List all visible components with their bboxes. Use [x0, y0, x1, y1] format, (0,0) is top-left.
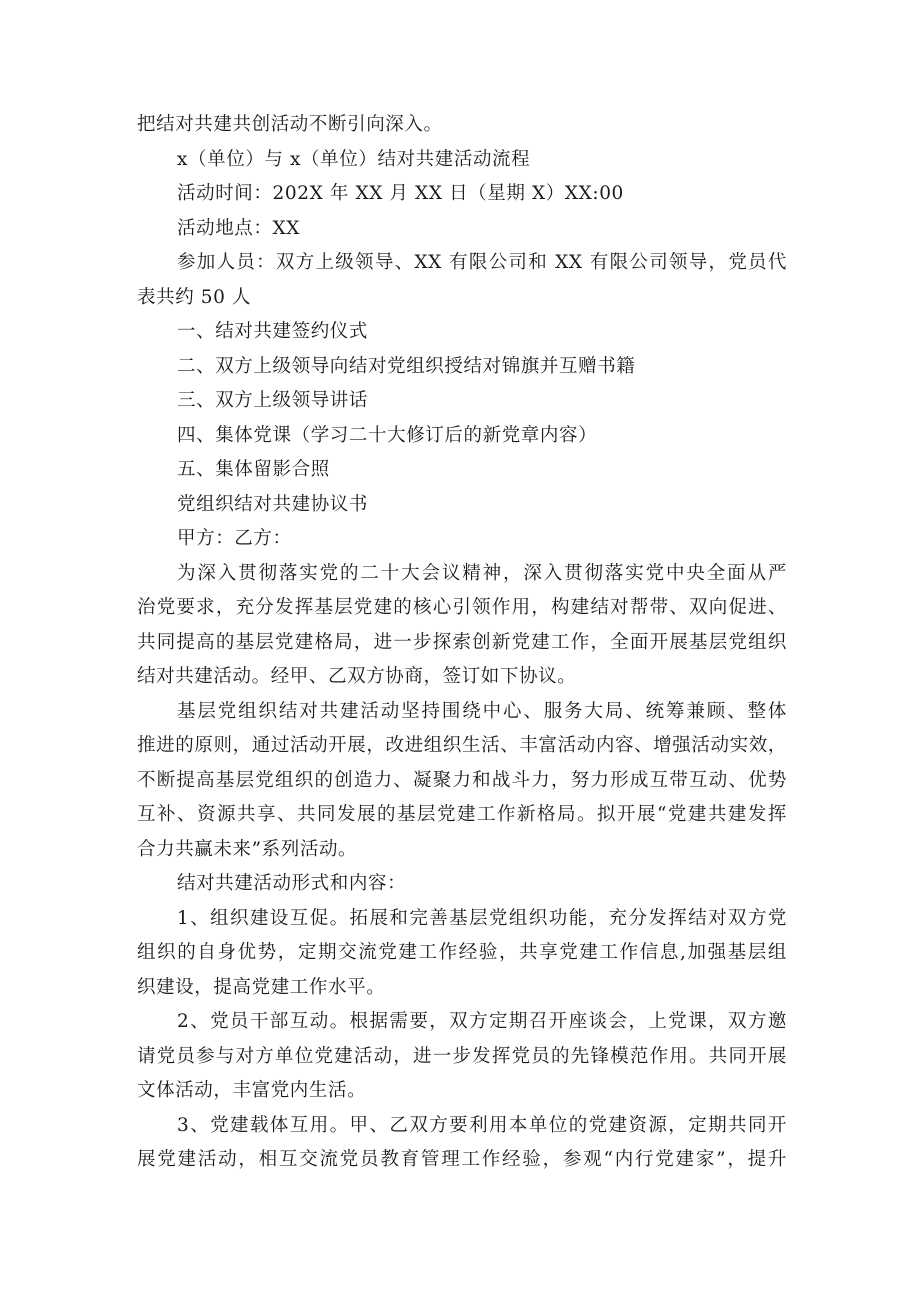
paragraph-line: 文体活动，丰富党内生活。: [137, 1080, 367, 1101]
paragraph-line: 请党员参与对方单位党建活动，进一步发挥党员的先锋模范作用。共同开展: [137, 1045, 787, 1067]
paragraph-line: 展党建活动，相互交流党员教育管理工作经验，参观“内行党建家”，提升: [137, 1149, 787, 1170]
agenda-item: 五、集体留影合照: [177, 459, 330, 480]
purpose-paragraph: [137, 557, 787, 695]
paragraph-line: 合力共赢未来”系列活动。: [137, 838, 358, 860]
paragraph-line: 织建设，提高党建工作水平。: [137, 976, 386, 998]
item-members: [137, 1005, 787, 1109]
agenda-item: 一、结对共建签约仪式: [177, 321, 369, 342]
agreement-title: 党组织结对共建协议书: [177, 493, 369, 515]
paragraph-line: 结对共建活动。经甲、乙双方协商，签订如下协议。: [137, 666, 577, 687]
item-carrier: [137, 1109, 787, 1178]
paragraph-line: 参加人员：双方上级领导、XX 有限公司和 XX 有限公司领导，党员代: [177, 252, 787, 273]
paragraph-line: 推进的原则，通过活动开展，改进组织生活、丰富活动内容、增强活动实效，: [137, 735, 787, 756]
paragraph-line: 治党要求，充分发挥基层党建的核心引领作用，构建结对帮带、双向促进、: [137, 597, 787, 618]
paragraph-line: 组织的自身优势，定期交流党建工作经验，共享党建工作信息,加强基层组: [137, 942, 787, 963]
paragraph-line: 3、党建载体互用。甲、乙双方要利用本单位的党建资源，定期共同开: [177, 1114, 787, 1136]
activity-time: 活动时间：202X 年 XX 月 XX 日（星期 X）XX:00: [177, 183, 624, 204]
paragraph-line: 2、党员干部互动。根据需要，双方定期召开座谈会，上党课，双方邀: [177, 1011, 787, 1032]
paragraph-line: 1、组织建设互促。拓展和完善基层党组织功能，充分发挥结对双方党: [177, 907, 787, 929]
principle-paragraph: [137, 695, 787, 868]
paragraph-line: 互补、资源共享、共同发展的基层党建工作新格局。拟开展“党建共建发挥: [137, 804, 787, 825]
paragraph-line: 为深入贯彻落实党的二十大会议精神，深入贯彻落实党中央全面从严: [177, 562, 787, 584]
section-heading: 结对共建活动形式和内容：: [177, 873, 407, 894]
activity-flow-title: x（单位）与 x（单位）结对共建活动流程: [177, 148, 531, 170]
intro-line: 把结对共建共创活动不断引向深入。: [137, 114, 443, 135]
parties-line: 甲方：乙方：: [177, 528, 292, 549]
agenda-item: 四、集体党课（学习二十大修订后的新党章内容）: [177, 424, 598, 446]
paragraph-line: 不断提高基层党组织的创造力、凝聚力和战斗力，努力形成互带互动、优势: [137, 769, 787, 791]
paragraph-line: 表共约 50 人: [137, 286, 252, 308]
agenda-item: 三、双方上级领导讲话: [177, 390, 369, 411]
item-organization: [137, 902, 787, 1006]
document-body: [137, 108, 787, 1178]
activity-location: 活动地点：XX: [177, 217, 301, 239]
paragraph-line: 基层党组织结对共建活动坚持围绕中心、服务大局、统筹兼顾、整体: [177, 700, 787, 722]
participants-paragraph: [137, 246, 787, 315]
paragraph-line: 共同提高的基层党建格局，进一步探索创新党建工作，全面开展基层党组织: [137, 631, 787, 653]
agenda-item: 二、双方上级领导向结对党组织授结对锦旗并互赠书籍: [177, 355, 636, 377]
